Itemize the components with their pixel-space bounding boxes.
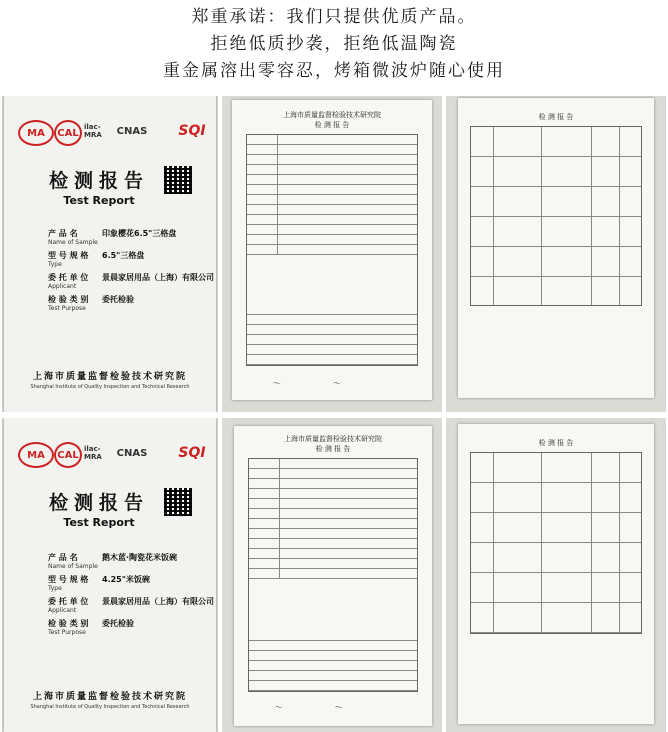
- field-label-en: Type: [48, 261, 62, 268]
- field-label-en: Applicant: [48, 607, 77, 614]
- field-value: 景晨家居用品（上海）有限公司: [102, 273, 214, 282]
- results-sheet: [458, 424, 654, 724]
- sqi-logo: SQI: [178, 123, 206, 139]
- institute-header: 上海市质量监督检验技术研究院: [284, 435, 382, 443]
- field-label-en: Name of Sample: [48, 563, 98, 570]
- field-label: 委 托 单 位: [48, 597, 89, 606]
- field-label: 产 品 名: [48, 553, 78, 562]
- field-value: 景晨家居用品（上海）有限公司: [102, 597, 214, 606]
- certification-logos: [18, 442, 208, 468]
- field-applicant: [48, 272, 214, 290]
- report-subtitle: Test Report: [63, 516, 135, 529]
- ma-logo: MA: [18, 120, 54, 146]
- field-label-en: Test Purpose: [48, 305, 86, 312]
- qr-code-icon: [164, 166, 192, 194]
- field-test-purpose: [48, 618, 134, 636]
- cal-logo: CAL: [54, 442, 82, 468]
- sheet-title: 检 测 报 告: [538, 113, 574, 121]
- report-subtitle: Test Report: [63, 194, 135, 207]
- cover-sheet: [4, 96, 216, 412]
- field-label-en: Name of Sample: [48, 239, 98, 246]
- field-label: 检 验 类 别: [48, 619, 89, 628]
- field-label-en: Test Purpose: [48, 629, 86, 636]
- qr-code-icon: [164, 488, 192, 516]
- field-value: 4.25"米饭碗: [102, 575, 150, 584]
- field-value: 印象樱花6.5"三格盘: [102, 229, 177, 238]
- results-sheet: [458, 98, 654, 398]
- field-test-purpose: [48, 294, 134, 312]
- field-type: [48, 250, 145, 268]
- signature: ～: [334, 703, 342, 712]
- sqi-logo: SQI: [178, 445, 206, 461]
- cnas-logo: CNAS: [116, 447, 148, 459]
- test-detail-sheet: [234, 426, 432, 726]
- report-photo-page-3b: [446, 418, 666, 732]
- field-label-en: Type: [48, 585, 62, 592]
- results-table: [470, 126, 642, 306]
- report-title: 检测报告: [48, 170, 149, 192]
- field-type: [48, 574, 150, 592]
- institute-name: 上海市质量监督检验技术研究院: [32, 372, 187, 382]
- sheet-title: 检 测 报 告: [314, 121, 350, 129]
- institute-name-en: Shanghai Institute of Quality Inspection and Technical Research: [30, 384, 190, 390]
- ilac-logo: ilac-MRA: [84, 123, 102, 139]
- field-applicant: [48, 596, 214, 614]
- field-label: 型 号 规 格: [48, 251, 89, 260]
- test-detail-sheet: [232, 100, 432, 400]
- field-value: 委托检验: [102, 295, 134, 304]
- report-title: 检测报告: [48, 492, 149, 514]
- field-label-en: Applicant: [48, 283, 77, 290]
- signature: ～: [274, 703, 282, 712]
- field-value: 鹅木蓝·陶瓷花米饭碗: [102, 553, 178, 562]
- field-label: 产 品 名: [48, 229, 78, 238]
- institute-name-en: Shanghai Institute of Quality Inspection and Technical Research: [30, 704, 190, 710]
- field-label: 委 托 单 位: [48, 273, 89, 282]
- sheet-title: 检 测 报 告: [538, 439, 574, 447]
- signature: ～: [272, 379, 280, 388]
- promise-header: [0, 0, 668, 92]
- report-photo-cover-2: [2, 418, 218, 732]
- ilac-logo: ilac-MRA: [84, 445, 102, 461]
- field-value: 6.5"三格盘: [102, 251, 145, 260]
- field-label: 型 号 规 格: [48, 575, 89, 584]
- report-photo-page-2b: [222, 418, 442, 732]
- ma-logo: MA: [18, 442, 54, 468]
- institute-name: 上海市质量监督检验技术研究院: [32, 692, 187, 702]
- info-table: [248, 458, 418, 692]
- promise-line-3: 重金属溶出零容忍，烤箱微波炉随心使用: [163, 61, 505, 81]
- report-photo-page-2: [222, 96, 442, 412]
- report-photo-cover-1: [2, 96, 218, 412]
- field-sample-name: [48, 228, 177, 246]
- institute-header: 上海市质量监督检验技术研究院: [283, 111, 381, 119]
- promise-line-1: 郑重承诺：我们只提供优质产品。: [191, 7, 477, 27]
- signature: ～: [332, 379, 340, 388]
- cover-sheet: [4, 418, 216, 732]
- field-value: 委托检验: [102, 619, 134, 628]
- report-photo-page-3: [446, 96, 666, 412]
- promise-line-2: 拒绝低质抄袭，拒绝低温陶瓷: [210, 34, 458, 54]
- field-sample-name: [48, 552, 178, 570]
- sheet-title: 检 测 报 告: [315, 445, 351, 453]
- info-table: [246, 134, 418, 366]
- results-table: [470, 452, 642, 634]
- certification-logos: [18, 120, 208, 146]
- cnas-logo: CNAS: [116, 125, 148, 137]
- cal-logo: CAL: [54, 120, 82, 146]
- field-label: 检 验 类 别: [48, 295, 89, 304]
